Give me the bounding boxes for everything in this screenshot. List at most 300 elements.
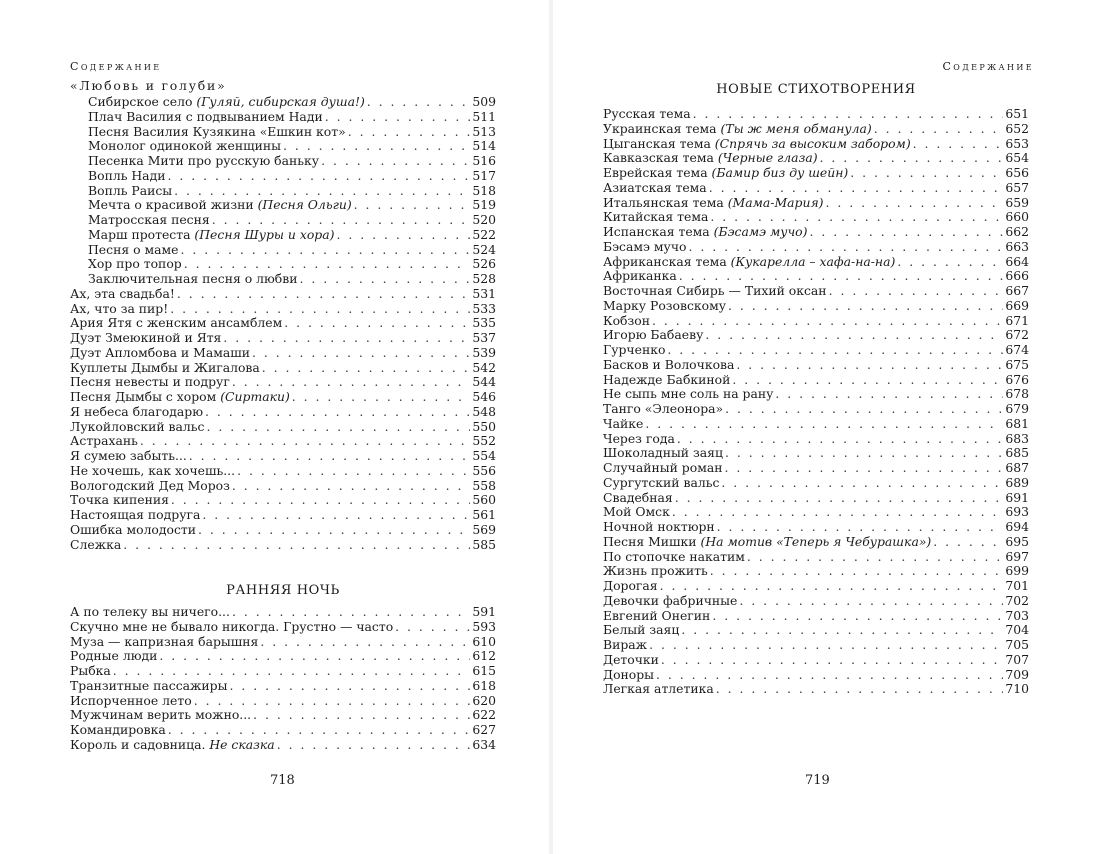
dot-leader <box>705 327 1003 342</box>
entry-title <box>70 315 282 330</box>
entry-title-text: Мой Омск <box>603 504 670 520</box>
entry-title <box>603 578 658 593</box>
entry-title <box>603 475 719 490</box>
toc-entry <box>70 271 496 286</box>
entry-title-text: Плач Василия с подвыванием Нади <box>88 108 323 124</box>
entry-title-text: Песенка Мити про русскую баньку <box>88 153 320 168</box>
toc-entry <box>70 419 496 434</box>
entry-title <box>70 330 221 345</box>
dot-leader <box>728 298 1003 313</box>
entry-page-number: 514 <box>472 138 496 154</box>
entry-title <box>70 537 121 552</box>
entry-page-number: 681 <box>1005 415 1029 431</box>
entry-title-text: Марш протеста <box>88 226 195 242</box>
dot-leader <box>717 519 1004 534</box>
entry-page-number: 710 <box>1005 681 1029 697</box>
toc-section <box>70 604 496 752</box>
entry-title-text: Ах, что за пир! <box>70 300 169 316</box>
entry-title <box>88 109 323 124</box>
toc-entry <box>603 608 1029 623</box>
entry-title <box>70 389 290 404</box>
toc-entry <box>603 327 1029 342</box>
entry-title-text: Песня Василия Кузякина «Ешкин кот» <box>88 123 346 139</box>
entry-page-number: 707 <box>1005 651 1029 667</box>
entry-title-text: Вопль Раисы <box>88 182 173 198</box>
toc-entry <box>603 563 1029 578</box>
dot-leader <box>775 386 1003 401</box>
entry-title-text: Сибирское село <box>88 94 197 109</box>
entry-title <box>603 165 848 180</box>
entry-title-text: Транзитные пассажиры <box>70 677 228 693</box>
dot-leader <box>284 315 470 330</box>
entry-title <box>603 357 734 372</box>
entry-title <box>70 419 204 434</box>
toc-entry <box>603 681 1029 696</box>
entry-title <box>70 345 250 360</box>
entry-title-text: Кавказская тема <box>603 150 718 166</box>
entry-title <box>603 637 647 652</box>
entry-title <box>70 693 192 708</box>
entry-title <box>70 360 260 375</box>
toc-entry <box>70 94 496 109</box>
entry-title-text: Бэсамэ мучо <box>603 238 687 254</box>
entry-title <box>88 256 182 271</box>
entry-title <box>603 180 707 195</box>
toc-entry <box>603 475 1029 490</box>
entry-page-number: 704 <box>1005 622 1029 638</box>
dot-leader <box>652 313 1003 328</box>
page-number: 718 <box>270 773 295 788</box>
entry-page-number: 520 <box>472 212 496 227</box>
toc-entry <box>603 578 1029 593</box>
dot-leader <box>181 242 471 257</box>
dot-leader <box>736 357 1003 372</box>
entry-subtitle: (Черные глаза) <box>717 150 818 166</box>
entry-page-number: 703 <box>1005 607 1029 623</box>
dot-leader <box>677 431 1004 446</box>
entry-title <box>603 445 723 460</box>
dot-leader <box>732 372 1003 387</box>
entry-title <box>70 722 166 737</box>
dot-leader <box>809 224 1003 239</box>
entry-page-number: 524 <box>472 241 496 257</box>
toc-entry <box>70 286 496 301</box>
toc-entry <box>603 268 1029 283</box>
entry-title <box>70 663 111 678</box>
entry-title-text: Басков и Волочкова <box>603 356 735 372</box>
entry-page-number: 591 <box>472 604 496 619</box>
entry-title <box>603 313 650 328</box>
entry-page-number: 622 <box>472 707 496 723</box>
entry-title <box>603 490 673 505</box>
toc-entry <box>70 678 496 693</box>
entry-title-text: Легкая атлетика <box>603 681 714 697</box>
dot-leader <box>725 401 1003 416</box>
toc-entry <box>70 301 496 316</box>
dot-leader <box>205 404 470 419</box>
toc-entry <box>603 298 1029 313</box>
toc-section <box>603 106 1029 696</box>
dot-leader <box>672 504 1004 519</box>
dot-leader <box>232 478 470 493</box>
entry-title <box>70 448 187 463</box>
entry-title <box>70 634 258 649</box>
entry-page-number: 585 <box>472 536 496 552</box>
toc-group <box>70 78 496 551</box>
entry-page-number: 519 <box>472 197 496 213</box>
entry-page-number: 531 <box>472 285 496 301</box>
entry-title <box>603 121 872 136</box>
entry-title-text: Песня невесты и подруг <box>70 374 230 390</box>
toc-entry <box>70 463 496 478</box>
toc-entry <box>70 153 496 168</box>
toc-entry <box>70 663 496 678</box>
page-number: 719 <box>805 773 830 788</box>
entry-title <box>88 271 297 286</box>
toc-entry <box>70 138 496 153</box>
dot-leader <box>661 652 1003 667</box>
entry-page-number: 569 <box>472 521 496 537</box>
right-page <box>553 0 1104 854</box>
entry-title <box>603 519 715 534</box>
entry-page-number: 610 <box>472 633 496 649</box>
entry-title-text: Вираж <box>603 637 648 652</box>
entry-title <box>603 401 723 416</box>
entry-page-number: 691 <box>1005 489 1029 505</box>
entry-title <box>603 431 675 446</box>
dot-leader <box>820 150 1004 165</box>
entry-title-text: Матросская песня <box>88 212 210 227</box>
entry-title <box>603 327 703 342</box>
dot-leader <box>140 433 470 448</box>
entry-title-text: Цыганская тема <box>603 135 715 151</box>
dot-leader <box>829 283 1004 298</box>
entry-title-text: Я небеса благодарю <box>70 403 203 419</box>
dot-leader <box>681 622 1003 637</box>
dot-leader <box>649 637 1003 652</box>
dot-leader <box>321 153 470 168</box>
dot-leader <box>212 212 471 227</box>
entry-page-number: 554 <box>472 448 496 463</box>
entry-subtitle: (Гуляй, сибирская душа!) <box>196 94 365 109</box>
entry-title <box>88 227 334 242</box>
dot-leader <box>262 360 471 375</box>
dot-leader <box>660 578 1004 593</box>
toc-entry <box>603 386 1029 401</box>
toc-entry <box>70 507 496 522</box>
toc-entry <box>70 737 496 752</box>
dot-leader <box>189 448 471 463</box>
entry-subtitle: (Мама-Мария) <box>727 194 824 210</box>
toc-entry <box>603 180 1029 195</box>
entry-page-number: 689 <box>1005 474 1029 490</box>
entry-title <box>70 404 203 419</box>
entry-title <box>603 195 824 210</box>
entry-page-number: 550 <box>472 418 496 434</box>
entry-title <box>88 94 365 109</box>
entry-title-text: Марку Розовскому <box>603 297 727 313</box>
entry-page-number: 627 <box>472 722 496 737</box>
running-head: Содержание <box>70 60 162 73</box>
entry-title <box>70 286 175 301</box>
toc-entry <box>603 195 1029 210</box>
entry-title <box>603 209 708 224</box>
entry-page-number: 593 <box>472 618 496 634</box>
entry-title <box>603 372 730 387</box>
entry-title <box>88 212 210 227</box>
entry-title-text: Итальянская тема <box>603 194 728 210</box>
entry-page-number: 693 <box>1005 504 1029 520</box>
entry-title-text: Русская тема <box>603 106 691 121</box>
entry-page-number: 513 <box>472 123 496 139</box>
toc-entry <box>70 433 496 448</box>
entry-page-number: 683 <box>1005 430 1029 446</box>
entry-page-number: 560 <box>472 492 496 508</box>
entry-page-number: 674 <box>1005 342 1029 357</box>
toc-entry <box>603 445 1029 460</box>
entry-page-number: 657 <box>1005 179 1029 195</box>
toc-entry <box>603 416 1029 431</box>
toc-entry <box>70 242 496 257</box>
dot-leader <box>367 94 471 109</box>
toc-entry <box>603 121 1029 136</box>
entry-page-number: 517 <box>472 167 496 183</box>
entry-title-text: Чайке <box>603 415 644 431</box>
section-title: РАННЯЯ НОЧЬ <box>226 583 340 598</box>
dot-leader <box>688 239 1003 254</box>
entry-subtitle: (Кукарелла – хафа-на-на) <box>730 253 896 269</box>
toc-entry <box>603 460 1029 475</box>
dot-leader <box>292 389 471 404</box>
entry-page-number: 618 <box>472 677 496 693</box>
entry-page-number: 533 <box>472 300 496 316</box>
entry-title <box>603 681 714 696</box>
entry-title-text: Кобзон <box>603 312 650 328</box>
entry-title-text: Сургутский вальс <box>603 474 720 490</box>
entry-subtitle: (Ты ж меня обманула) <box>720 120 872 136</box>
entry-page-number: 667 <box>1005 283 1029 298</box>
entry-page-number: 678 <box>1005 386 1029 402</box>
entry-title-text: Родные люди <box>70 648 158 664</box>
dot-leader <box>348 124 471 139</box>
toc-entry <box>70 537 496 552</box>
entry-title <box>603 342 665 357</box>
entry-title <box>70 737 275 752</box>
toc-entry <box>70 604 496 619</box>
entry-page-number: 544 <box>472 374 496 390</box>
entry-title-text: Свадебная <box>603 489 673 505</box>
entry-title-text: Доноры <box>603 666 655 682</box>
entry-title <box>70 604 230 619</box>
entry-title-text: Украинская тема <box>603 120 721 136</box>
toc-entry <box>603 431 1029 446</box>
entry-title <box>88 197 352 212</box>
entry-title-text: Хор про топор <box>88 256 182 272</box>
entry-title-text: Ночной ноктюрн <box>603 519 715 534</box>
entry-page-number: 537 <box>472 330 496 345</box>
toc-entry <box>603 534 1029 549</box>
entry-subtitle: (Спрячь за высоким забором) <box>714 135 911 151</box>
entry-page-number: 539 <box>472 344 496 360</box>
toc-entry <box>603 136 1029 151</box>
entry-title-text: Испорченное лето <box>70 692 192 708</box>
entry-title-text: Китайская тема <box>603 209 709 225</box>
entry-page-number: 612 <box>472 648 496 664</box>
toc-entry <box>603 224 1029 239</box>
dot-leader <box>913 136 1004 151</box>
dot-leader <box>667 342 1003 357</box>
entry-title <box>603 504 670 519</box>
entry-title-text: Король и садовница. <box>70 736 210 752</box>
entry-title <box>603 667 654 682</box>
toc-entry <box>70 404 496 419</box>
entry-title-text: Командировка <box>70 722 166 737</box>
toc-entry <box>603 165 1029 180</box>
entry-title-text: Мужчинам верить можно... <box>70 707 252 723</box>
entry-page-number: 663 <box>1005 238 1029 254</box>
toc-entry <box>70 648 496 663</box>
toc-entry <box>70 227 496 242</box>
toc-entry <box>603 519 1029 534</box>
entry-title <box>70 301 168 316</box>
toc-entry <box>603 401 1029 416</box>
entry-title-text: Белый заяц <box>603 622 680 638</box>
entry-title-text: Дуэт Апломбова и Мамаши <box>70 344 251 360</box>
dot-leader <box>675 490 1004 505</box>
entry-title-text: По стопочке накатим <box>603 548 745 564</box>
dot-leader <box>177 286 470 301</box>
entry-title-text: Деточки <box>603 651 659 667</box>
entry-subtitle: (Песня Шуры и хора) <box>194 226 335 242</box>
entry-page-number: 702 <box>1005 592 1029 608</box>
dot-leader <box>174 183 470 198</box>
dot-leader <box>283 138 470 153</box>
entry-page-number: 615 <box>472 663 496 678</box>
dot-leader <box>123 537 470 552</box>
dot-leader <box>253 707 470 722</box>
dot-leader <box>198 522 470 537</box>
entry-title-text: Астрахань <box>70 433 138 449</box>
dot-leader <box>171 492 470 507</box>
entry-title-text: Танго «Элеонора» <box>603 401 724 416</box>
dot-leader <box>395 619 470 634</box>
entry-title <box>88 153 319 168</box>
entry-title <box>88 183 172 198</box>
dot-leader <box>325 109 471 124</box>
toc-entry <box>70 345 496 360</box>
dot-leader <box>874 121 1004 136</box>
entry-page-number: 522 <box>472 226 496 242</box>
entry-page-number: 556 <box>472 462 496 478</box>
entry-title <box>70 478 230 493</box>
dot-leader <box>229 678 470 693</box>
toc-entry <box>70 492 496 507</box>
dot-leader <box>645 416 1003 431</box>
toc-entry <box>70 197 496 212</box>
toc-entry <box>70 722 496 737</box>
entry-page-number: 671 <box>1005 312 1029 328</box>
entry-title <box>70 433 138 448</box>
toc-entry <box>603 372 1029 387</box>
entry-title <box>603 416 643 431</box>
entry-title <box>603 460 722 475</box>
entry-page-number: 709 <box>1005 666 1029 682</box>
toc-entry <box>603 622 1029 637</box>
toc-entry <box>70 634 496 649</box>
toc-entry <box>70 389 496 404</box>
entry-page-number: 676 <box>1005 371 1029 387</box>
entry-title-text: Случайный роман <box>603 460 723 475</box>
entry-subtitle: (Бэсамэ мучо) <box>713 224 808 239</box>
entry-title-text: Дуэт Змеюкиной и Ятя <box>70 330 222 345</box>
entry-page-number: 652 <box>1005 120 1029 136</box>
entry-title-text: Еврейская тема <box>603 165 712 180</box>
entry-title <box>603 563 708 578</box>
entry-title <box>603 106 691 121</box>
entry-page-number: 675 <box>1005 356 1029 372</box>
entry-page-number: 659 <box>1005 194 1029 210</box>
entry-subtitle: (Песня Ольги) <box>257 197 352 213</box>
entry-page-number: 509 <box>472 94 496 109</box>
entry-page-number: 679 <box>1005 401 1029 416</box>
toc-entry <box>70 522 496 537</box>
entry-page-number: 660 <box>1005 209 1029 225</box>
dot-leader <box>194 693 471 708</box>
entry-page-number: 511 <box>472 108 496 124</box>
entry-title-text: Я сумею забыть... <box>70 448 187 463</box>
entry-title-text: Ария Ятя с женским ансамблем <box>70 315 283 331</box>
entry-title-text: Не сыпь мне соль на рану <box>603 386 774 402</box>
entry-title <box>603 652 659 667</box>
toc-entry <box>603 254 1029 269</box>
entry-subtitle: (Сиртаки) <box>220 389 290 404</box>
entry-title-text: Слежка <box>70 536 122 552</box>
dot-leader <box>656 667 1003 682</box>
entry-title-text: Рыбка <box>70 663 111 678</box>
toc-entry <box>603 549 1029 564</box>
toc-entry <box>603 209 1029 224</box>
entry-title-text: Ошибка молодости <box>70 521 197 537</box>
entry-title-text: Через года <box>603 430 675 446</box>
entry-title <box>70 374 230 389</box>
toc-entry <box>70 374 496 389</box>
dot-leader <box>260 634 470 649</box>
entry-title-text: Девочки фабричные <box>603 592 738 608</box>
entry-title <box>603 224 807 239</box>
toc-entry <box>70 168 496 183</box>
entry-title-text: Лукойловский вальс <box>70 418 205 434</box>
entry-title-text: Скучно мне не бывало никогда. Грустно — часто <box>70 618 394 634</box>
entry-title-text: Песня Дымбы с хором <box>70 389 221 404</box>
dot-leader <box>206 419 470 434</box>
entry-page-number: 685 <box>1005 445 1029 461</box>
entry-title-text: Жизнь прожить <box>603 563 708 579</box>
entry-page-number: 548 <box>472 403 496 419</box>
entry-title-text: Игорю Бабаеву <box>603 327 704 343</box>
toc-entry <box>70 693 496 708</box>
entry-title-text: Шоколадный заяц <box>603 445 723 461</box>
toc-entry <box>70 478 496 493</box>
entry-page-number: 699 <box>1005 563 1029 579</box>
toc-entry <box>603 593 1029 608</box>
entry-title <box>603 239 686 254</box>
entry-title <box>70 707 251 722</box>
entry-title <box>603 283 827 298</box>
toc-entry <box>603 667 1029 682</box>
dot-leader <box>232 374 470 389</box>
entry-title <box>70 678 227 693</box>
entry-title-text: А по телеку вы ничего... <box>70 604 230 619</box>
